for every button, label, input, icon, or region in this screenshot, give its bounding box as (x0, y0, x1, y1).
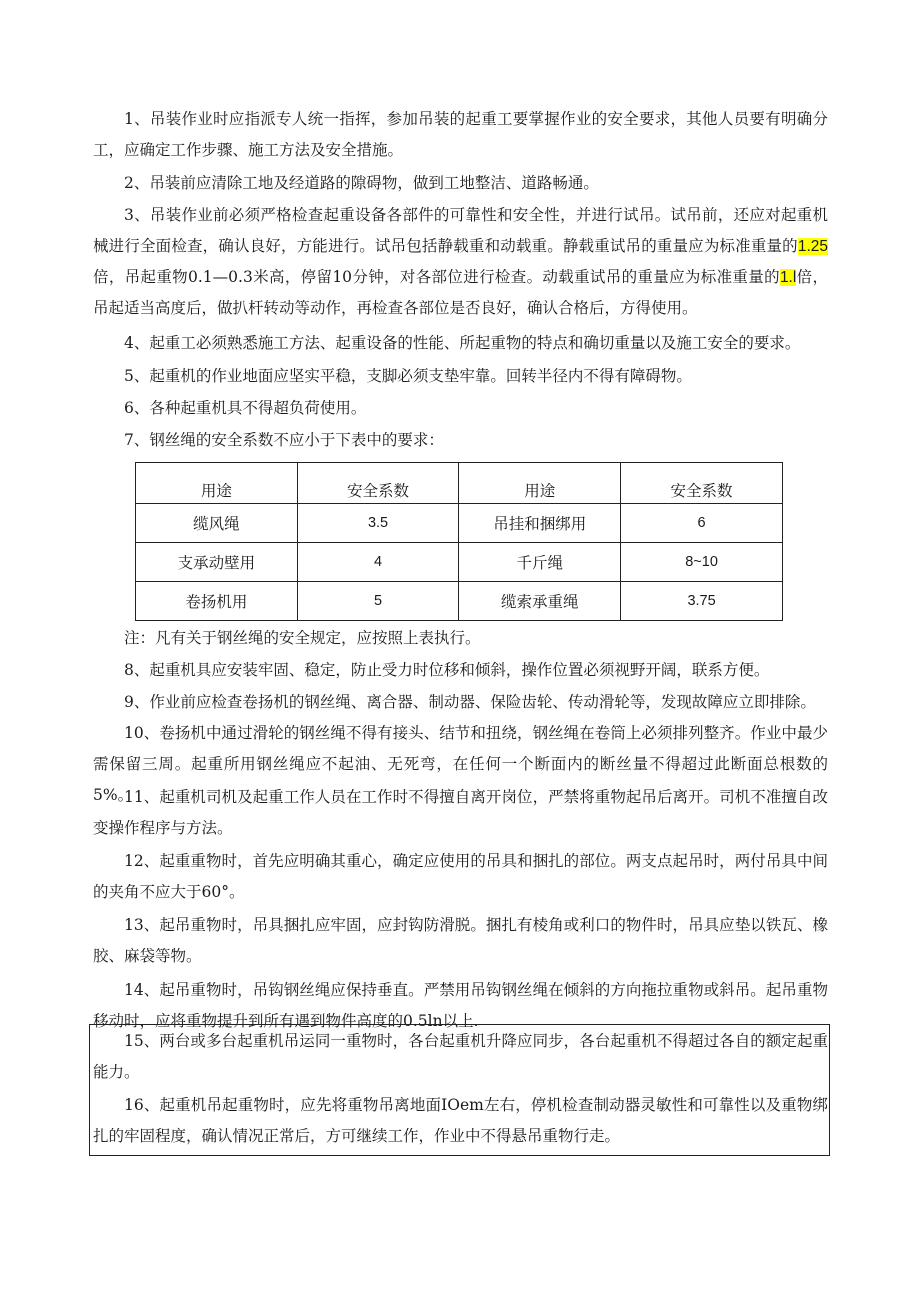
table-header-cell: 安全系数 (621, 463, 783, 504)
table-cell: 8~10 (621, 543, 783, 582)
table-header-cell: 用途 (459, 463, 621, 504)
table-row (136, 543, 783, 582)
table-cell: 6 (621, 504, 783, 543)
paragraph-9: 9、作业前应检查卷扬机的钢丝绳、离合器、制动器、保险齿轮、传动滑轮等，发现故障应立即排除。 (124, 693, 816, 711)
paragraph-7: 7、钢丝绳的安全系数不应小于下表中的要求： (124, 431, 444, 449)
table-cell: 吊挂和捆绑用 (459, 504, 621, 543)
paragraph-4: 4、起重工必须熟悉施工方法、起重设备的性能、所起重物的特点和确切重量以及施工安全的要求。 (124, 334, 801, 352)
table-cell: 3.75 (621, 582, 783, 621)
table-cell: 4 (297, 543, 459, 582)
paragraph-3-part-b: 倍，吊起重物0.1—0.3米高，停留10分钟，对各部位进行检查。动载重试吊的重量应为标准重量的 (93, 268, 780, 286)
paragraph-14: 14、起吊重物时，吊钩钢丝绳应保持垂直。严禁用吊钩钢丝绳在倾斜的方向拖拉重物或斜吊。起吊重物移动时，应将重物提升到所有遇到物件高度的0.5ln以上. (93, 981, 828, 1030)
paragraph-15: 15、两台或多台起重机吊运同一重物时，各台起重机升降应同步，各台起重机不得超过各自的额定起重能力。 (93, 1032, 828, 1081)
table-cell: 卷扬机用 (136, 582, 298, 621)
table-row (136, 504, 783, 543)
safety-factor-table (135, 462, 783, 621)
paragraph-3 (93, 200, 828, 324)
paragraph-11: 11、起重机司机及起重工作人员在工作时不得擅自离开岗位，严禁将重物起吊后离开。司机不准擅自改变操作程序与方法。 (93, 788, 828, 837)
table-cell: 缆风绳 (136, 504, 298, 543)
table-cell: 缆索承重绳 (459, 582, 621, 621)
table-header-row (136, 463, 783, 504)
highlight-dynamic-load: 1.l (779, 269, 797, 286)
paragraph-5: 5、起重机的作业地面应坚实平稳，支脚必须支垫牢靠。回转半径内不得有障碍物。 (124, 367, 692, 385)
paragraph-12: 12、起重重物时，首先应明确其重心，确定应使用的吊具和捆扎的部位。两支点起吊时，两付吊具中间的夹角不应大于60°。 (93, 852, 828, 901)
table-cell: 3.5 (297, 504, 459, 543)
paragraph-3-part-a: 3、吊装作业前必须严格检查起重设备各部件的可靠性和安全性，并进行试吊。试吊前，还应对起重机械进行全面检查，确认良好，方能进行。试吊包括静载重和动载重。静载重试吊的重量应为标准重量的 (93, 206, 828, 255)
paragraph-16: 16、起重机吊起重物时，应先将重物吊离地面IOem左右，停机检查制动器灵敏性和可靠性以及重物绑扎的牢固程度，确认情况正常后，方可继续工作，作业中不得悬吊重物行走。 (93, 1096, 828, 1145)
paragraph-8: 8、起重机具应安装牢固、稳定，防止受力时位移和倾斜，操作位置必须视野开阔，联系方便。 (124, 661, 770, 679)
paragraph-13: 13、起吊重物时，吊具捆扎应牢固，应封钩防滑脱。捆扎有棱角或利口的物件时，吊具应垫以铁瓦、橡胶、麻袋等物。 (93, 916, 828, 965)
table-header-cell: 安全系数 (297, 463, 459, 504)
paragraph-10: 10、卷扬机中通过滑轮的钢丝绳不得有接头、结节和扭绕，钢丝绳在卷筒上必须排列整齐。作业中最少需保留三周。起重所用钢丝绳应不起油、无死弯，在任何一个断面内的断丝量不得超过此断面总根数的5%。 (93, 724, 828, 804)
paragraph-6: 6、各种起重机具不得超负荷使用。 (124, 399, 367, 417)
table-header-cell: 用途 (136, 463, 298, 504)
paragraph-2: 2、吊装前应清除工地及经道路的隙碍物，做到工地整洁、道路畅通。 (124, 174, 599, 192)
table-cell: 支承动壁用 (136, 543, 298, 582)
paragraph-3-part-c: 倍，吊起适当高度后，做扒杆转动等动作，再检查各部位是否良好，确认合格后，方得使用。 (93, 268, 828, 317)
table-row (136, 582, 783, 621)
table-cell: 千斤绳 (459, 543, 621, 582)
table-note: 注：凡有关于钢丝绳的安全规定，应按照上表执行。 (124, 629, 481, 647)
paragraph-1: 1、吊装作业时应指派专人统一指挥，参加吊装的起重工要掌握作业的安全要求，其他人员要有明确分工，应确定工作步骤、施工方法及安全措施。 (93, 110, 828, 159)
table-cell: 5 (297, 582, 459, 621)
highlight-static-load: 1.25 (797, 238, 828, 255)
